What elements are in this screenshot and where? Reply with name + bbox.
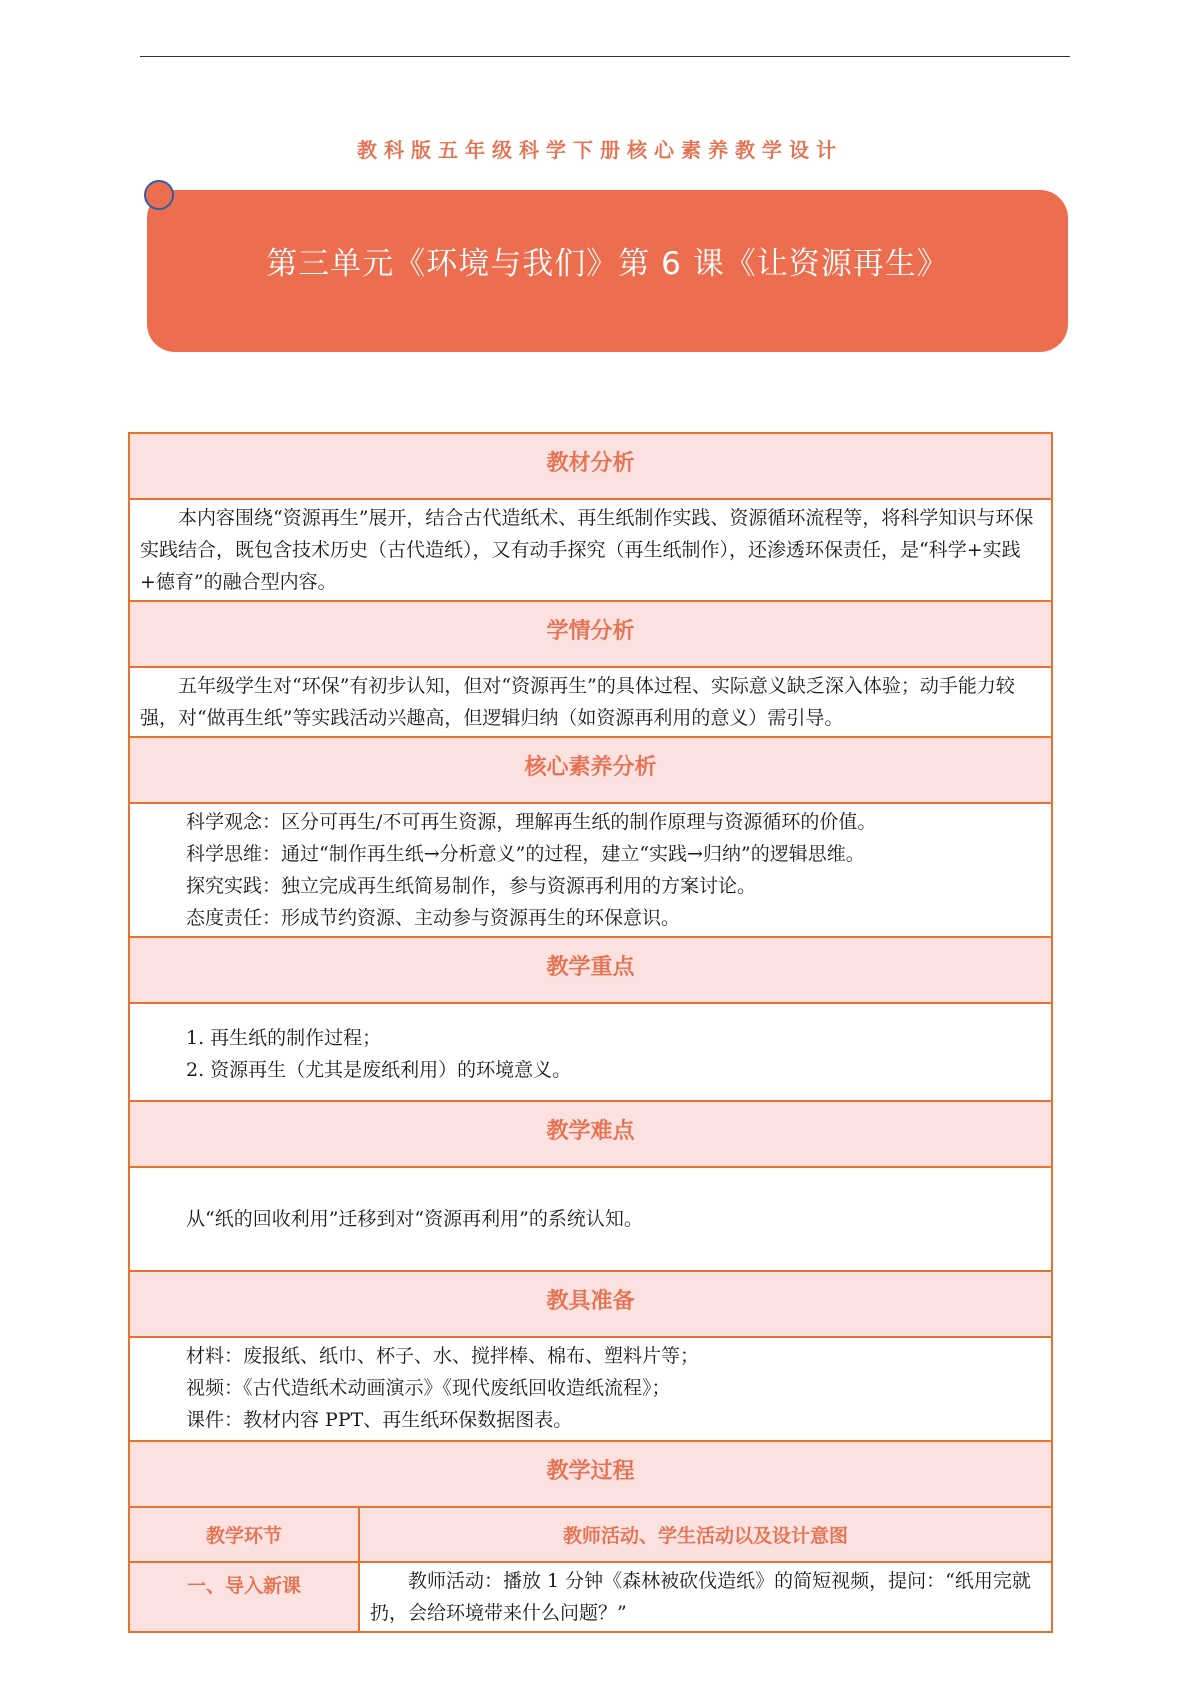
top-rule	[140, 56, 1070, 57]
literacy-line: 科学思维：通过“制作再生纸→分析意义”的过程，建立“实践→归纳”的逻辑思维。	[186, 843, 865, 865]
key-line: 2. 资源再生（尤其是废纸利用）的环境意义。	[186, 1059, 572, 1081]
students-heading: 学情分析	[129, 601, 1052, 667]
key-line: 1. 再生纸的制作过程；	[186, 1027, 382, 1049]
process-col-activity: 教师活动、学生活动以及设计意图	[359, 1507, 1052, 1562]
lesson-plan-table	[128, 432, 1053, 1633]
key-body	[129, 1003, 1052, 1101]
students-text: 五年级学生对“环保”有初步认知，但对“资源再生”的具体过程、实际意义缺乏深入体验；动手能力较强，对“做再生纸”等实践活动兴趣高，但逻辑归纳（如资源再利用的意义）需引导。	[140, 675, 1015, 729]
tools-body	[129, 1337, 1052, 1441]
literacy-body-row	[129, 803, 1052, 937]
key-heading: 教学重点	[129, 937, 1052, 1003]
process-col-step: 教学环节	[129, 1507, 359, 1562]
key-body-row	[129, 1003, 1052, 1101]
literacy-body	[129, 803, 1052, 937]
tools-line: 视频：《古代造纸术动画演示》《现代废纸回收造纸流程》；	[186, 1377, 671, 1399]
material-body-row	[129, 499, 1052, 601]
process-head-row	[129, 1441, 1052, 1507]
lesson-title: 第三单元《环境与我们》第 6 课《让资源再生》	[266, 246, 949, 282]
students-body	[129, 667, 1052, 737]
material-text: 本内容围绕“资源再生”展开，结合古代造纸术、再生纸制作实践、资源循环流程等，将科学知识与环保实践结合，既包含技术历史（古代造纸），又有动手探究（再生纸制作），还渗透环保责任，是“科学+实践+德育”的融合型内容。	[140, 507, 1034, 593]
students-body-row	[129, 667, 1052, 737]
difficulty-head-row	[129, 1101, 1052, 1167]
tools-line: 材料：废报纸、纸巾、杯子、水、搅拌棒、棉布、塑料片等；	[186, 1345, 700, 1367]
difficulty-heading: 教学难点	[129, 1101, 1052, 1167]
process-activity-text: 教师活动：播放 1 分钟《森林被砍伐造纸》的简短视频，提问：“纸用完就扔，会给环境带来什么问题？”	[370, 1570, 1031, 1624]
literacy-line: 科学观念：区分可再生/不可再生资源，理解再生纸的制作原理与资源循环的价值。	[186, 811, 877, 833]
material-head-row	[129, 433, 1052, 499]
process-columns-row	[129, 1507, 1052, 1562]
process-row	[129, 1562, 1052, 1632]
material-heading: 教材分析	[129, 433, 1052, 499]
literacy-head-row	[129, 737, 1052, 803]
tools-line: 课件：教材内容 PPT、再生纸环保数据图表。	[186, 1409, 573, 1431]
difficulty-body-row	[129, 1167, 1052, 1271]
tools-heading: 教具准备	[129, 1271, 1052, 1337]
key-head-row	[129, 937, 1052, 1003]
students-head-row	[129, 601, 1052, 667]
material-body	[129, 499, 1052, 601]
literacy-line: 探究实践：独立完成再生纸简易制作，参与资源再利用的方案讨论。	[186, 875, 757, 897]
process-heading: 教学过程	[129, 1441, 1052, 1507]
process-step: 一、导入新课	[129, 1562, 359, 1632]
literacy-heading: 核心素养分析	[129, 737, 1052, 803]
document-header-title: 教科版五年级科学下册核心素养教学设计	[357, 138, 843, 162]
process-activity	[359, 1562, 1052, 1632]
banner-handle-dot	[144, 180, 174, 210]
difficulty-text: 从“纸的回收利用”迁移到对“资源再利用”的系统认知。	[186, 1208, 643, 1230]
tools-head-row	[129, 1271, 1052, 1337]
literacy-line: 态度责任：形成节约资源、主动参与资源再生的环保意识。	[186, 907, 681, 929]
difficulty-body	[129, 1167, 1052, 1271]
tools-body-row	[129, 1337, 1052, 1441]
